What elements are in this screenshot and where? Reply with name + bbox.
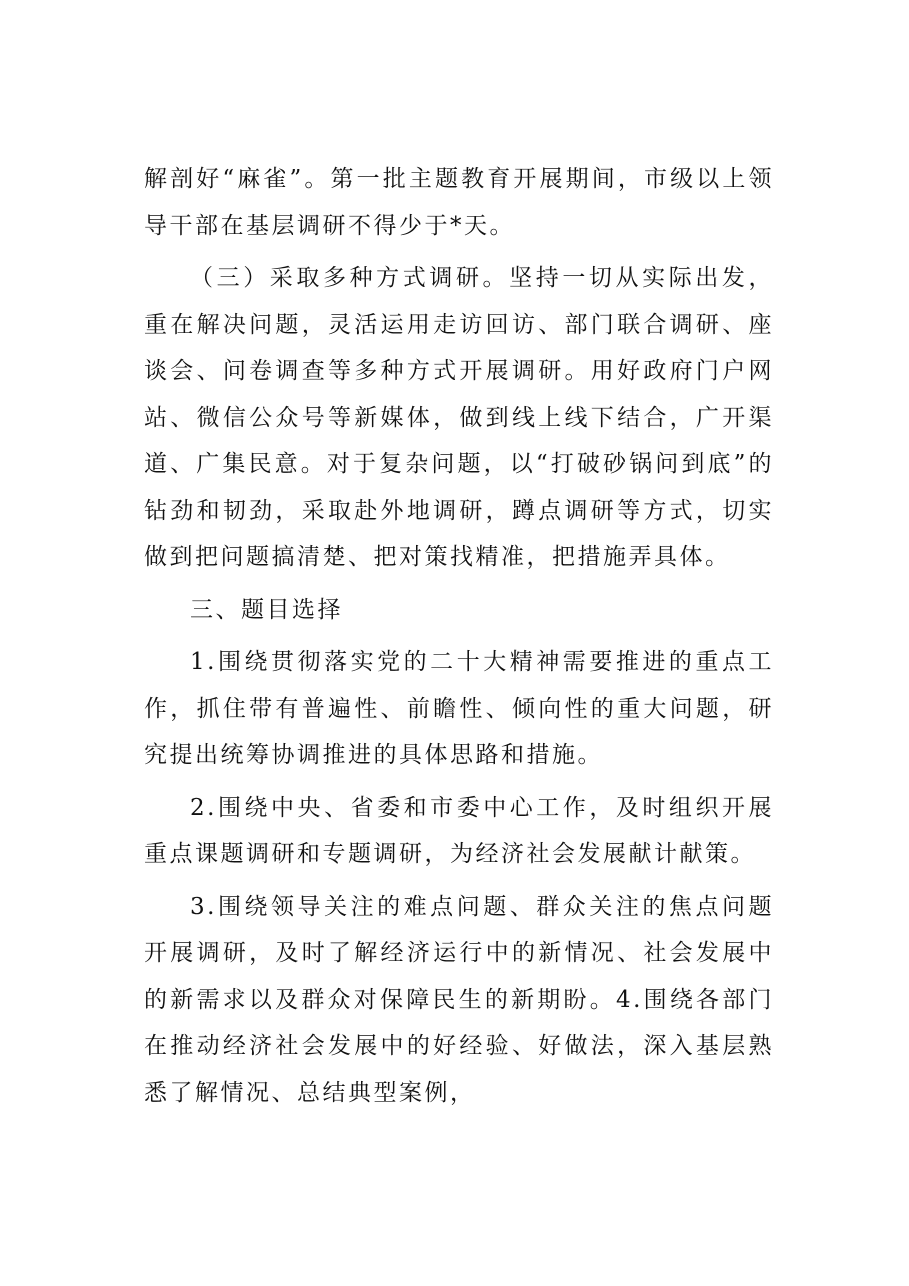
document-body [144, 156, 774, 1116]
list-item-1: 1.围绕贯彻落实党的二十大精神需要推进的重点工作，抓住带有普遍性、前瞻性、倾向性的重大问题，研究提出统筹协调推进的具体思路和措施。 [144, 649, 774, 768]
section-heading-topic-selection: 三、题目选择 [190, 596, 343, 623]
paragraph-continuation: 解剖好“麻雀”。第一批主题教育开展期间，市级以上领导干部在基层调研不得少于*天。 [144, 166, 774, 239]
list-item-3-4: 3.围绕领导关注的难点问题、群众关注的焦点问题开展调研，及时了解经济运行中的新情况、社会发展中的新需求以及群众对保障民生的新期盼。4.围绕各部门在推动经济社会发展中的好经验、好做法，深入基层熟悉了解情况、总结典型案例， [144, 893, 774, 1106]
paragraph-survey-methods: （三）采取多种方式调研。坚持一切从实际出发，重在解决问题，灵活运用走访回访、部门联合调研、座谈会、问卷调查等多种方式开展调研。用好政府门户网站、微信公众号等新媒体，做到线上线下结合，广开渠道、广集民意。对于复杂问题，以“打破砂锅问到底”的钻劲和韧劲，采取赴外地调研，蹲点调研等方式，切实做到把问题搞清楚、把对策找精准，把措施弄具体。 [144, 265, 774, 570]
list-item-2: 2.围绕中央、省委和市委中心工作，及时组织开展重点课题调研和专题调研，为经济社会发展献计献策。 [144, 794, 774, 867]
